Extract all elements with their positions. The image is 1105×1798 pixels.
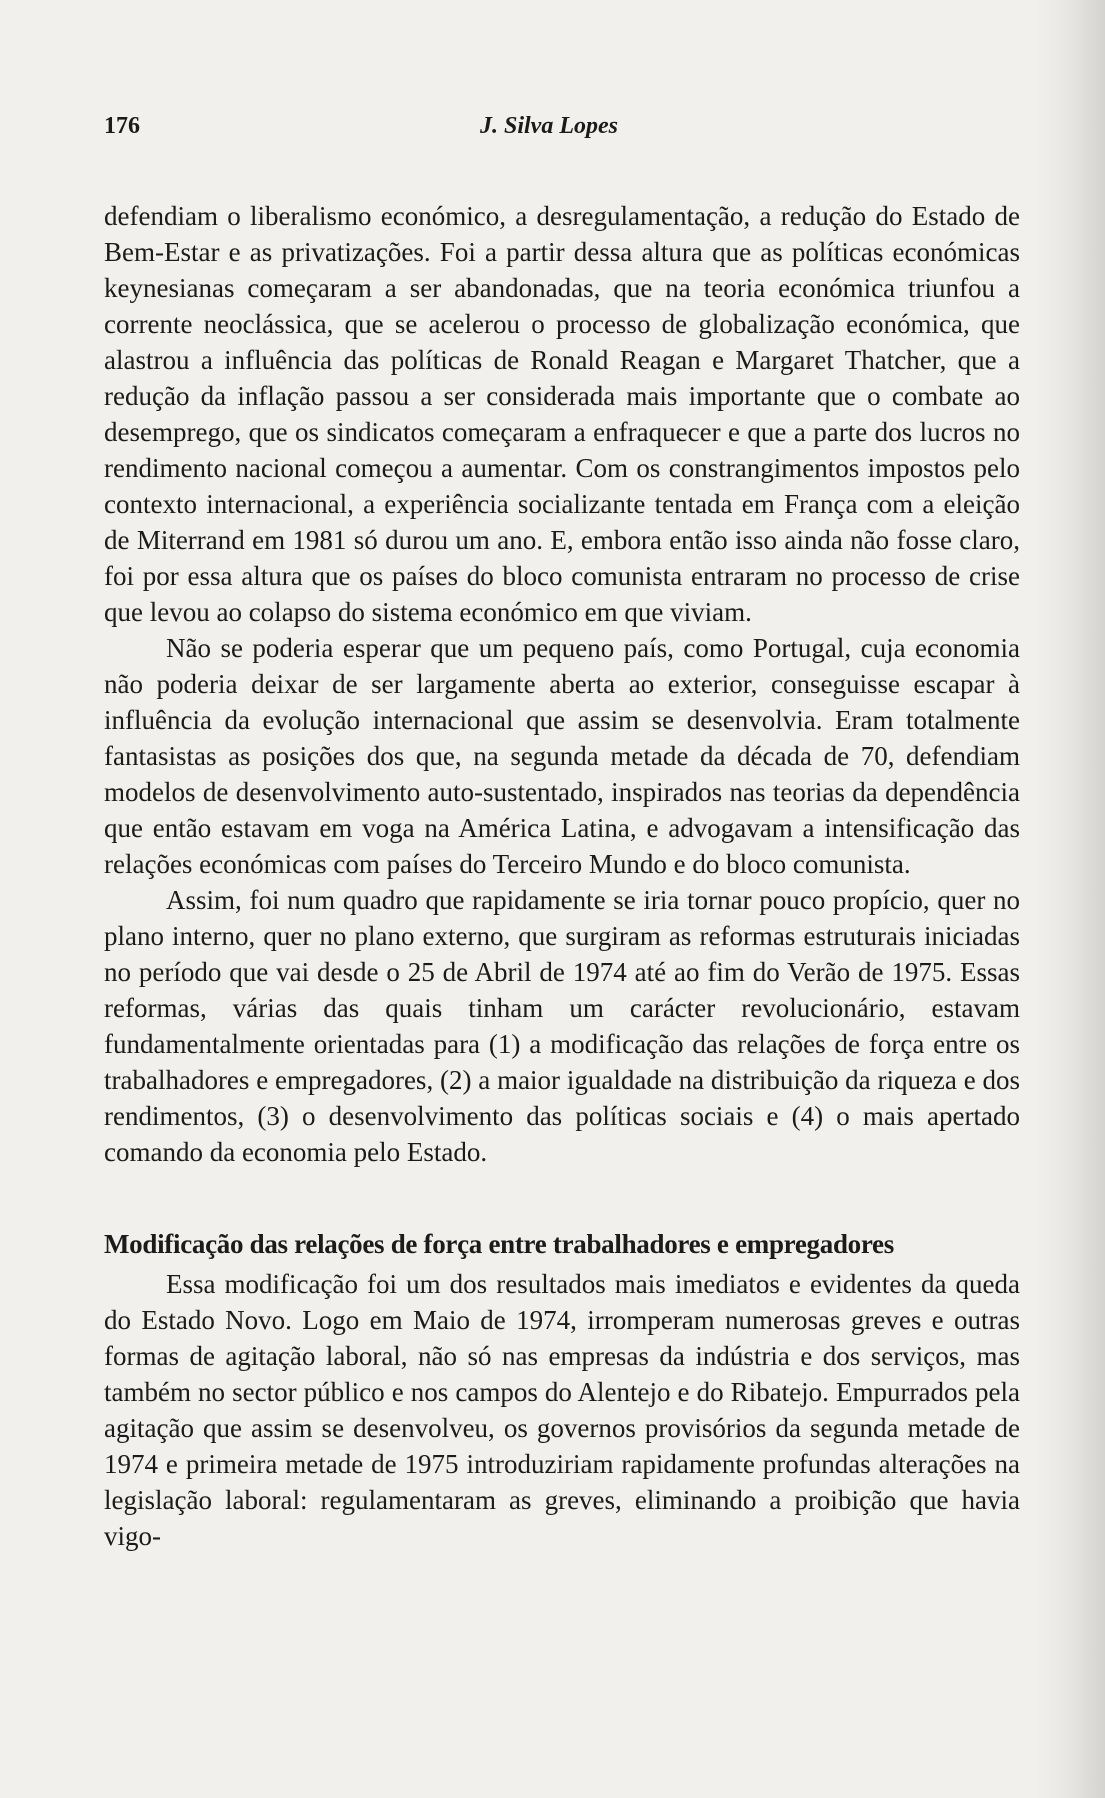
paragraph: Não se poderia esperar que um pequeno país, como Portugal, cuja economia não poderia deixar de ser largamente aberta ao exterior, conseguisse escapar à influência da evolução internacional que assim se desenvolvia. Eram totalmente fantasistas as posições dos que, na segunda metade da década de 70, defendiam modelos de desenvolvimento auto-sustentado, inspirados nas teorias da dependência que então estavam em voga na América Latina, e advogavam a intensificação das relações económicas com países do Terceiro Mundo e do bloco comunista. (104, 633, 1020, 879)
running-head (104, 106, 1020, 146)
running-title: J. Silva Lopes (480, 113, 618, 139)
paragraph-continued: defendiam o liberalismo económico, a desregulamentação, a redução do Estado de Bem-Estar e as privatizações. Foi a partir dessa altura que as políticas económicas keynesianas começaram a ser abandonadas, que na teoria económica triunfou a corrente neoclássica, que se acelerou o processo de globalização económica, que alastrou a influência das políticas de Ronald Reagan e Margaret Thatcher, que a redução da inflação passou a ser considerada mais importante que o combate ao desemprego, que os sindicatos começaram a enfraquecer e que a parte dos lucros no rendimento nacional começou a aumentar. Com os constrangimentos impostos pelo contexto internacional, a experiência socializante tentada em França com a eleição de Miterrand em 1981 só durou um ano. E, embora então isso ainda não fosse claro, foi por essa altura que os países do bloco comunista entraram no processo de crise que levou ao colapso do sistema económico em que viviam. (104, 201, 1020, 627)
page-number: 176 (104, 113, 140, 139)
binding-shadow (1035, 0, 1105, 1798)
section-paragraph: Essa modificação foi um dos resultados mais imediatos e evidentes da queda do Estado Novo. Logo em Maio de 1974, irromperam numerosas greves e outras formas de agitação laboral, não só nas empresas da indústria e dos serviços, mas também no sector público e nos campos do Alentejo e do Ribatejo. Empurrados pela agitação que assim se desenvolveu, os governos provisórios da segunda metade de 1974 e primeira metade de 1975 introduziriam rapidamente profundas alterações na legislação laboral: regulamentaram as greves, eliminando a proibição que havia vigo- (104, 1269, 1020, 1551)
paragraph: Assim, foi num quadro que rapidamente se iria tornar pouco propício, quer no plano interno, quer no plano externo, que surgiram as reformas estruturais iniciadas no período que vai desde o 25 de Abril de 1974 até ao fim do Verão de 1975. Essas reformas, várias das quais tinham um carácter revolucionário, estavam fundamentalmente orientadas para (1) a modificação das relações de força entre os trabalhadores e empregadores, (2) a maior igualdade na distribuição da riqueza e dos rendimentos, (3) o desenvolvimento das políticas sociais e (4) o mais apertado comando da economia pelo Estado. (104, 885, 1020, 1167)
body-text (104, 198, 1020, 1554)
section-heading: Modificação das relações de força entre trabalhadores e empregadores (104, 1229, 894, 1259)
